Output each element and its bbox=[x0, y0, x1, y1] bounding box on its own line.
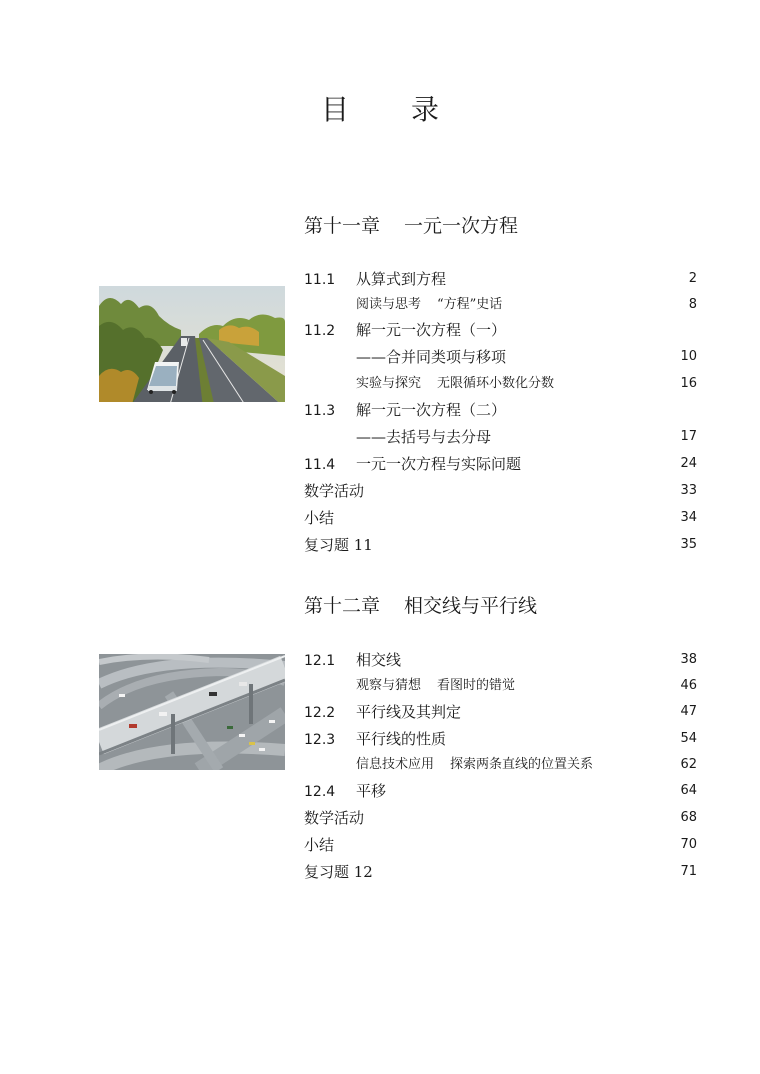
section-subtitle: ——合并同类项与移项 bbox=[356, 348, 507, 366]
page-number: 17 bbox=[680, 429, 697, 444]
page-number: 33 bbox=[680, 483, 697, 498]
sub-entry-title: 探索两条直线的位置关系 bbox=[450, 757, 594, 772]
page-title-char-1: 目 bbox=[320, 93, 349, 126]
toc-entry[interactable] bbox=[304, 400, 697, 420]
chapter-title: 相交线与平行线 bbox=[404, 595, 538, 617]
chapter-heading[interactable] bbox=[304, 591, 537, 618]
page-number: 62 bbox=[680, 757, 697, 772]
page-number: 24 bbox=[680, 456, 697, 471]
toc-entry-continuation[interactable] bbox=[304, 347, 697, 367]
page-number: 64 bbox=[680, 783, 697, 798]
section-number: 12.1 bbox=[304, 653, 336, 669]
section-title: 从算式到方程 bbox=[356, 270, 447, 288]
section-number: 12.4 bbox=[304, 784, 336, 800]
page-number: 35 bbox=[680, 537, 697, 552]
page-number: 38 bbox=[680, 652, 697, 667]
sub-entry-kind: 观察与猜想 bbox=[356, 678, 422, 693]
page-number: 70 bbox=[680, 837, 697, 852]
chapter-heading[interactable] bbox=[304, 211, 518, 238]
toc-entry-continuation[interactable] bbox=[304, 427, 697, 447]
toc-entry[interactable] bbox=[304, 702, 697, 722]
chapter-number: 第十一章 bbox=[304, 215, 381, 237]
toc-entry[interactable] bbox=[304, 808, 697, 828]
section-title: 小结 bbox=[304, 836, 335, 854]
page-number: 68 bbox=[680, 810, 697, 825]
section-title: 平行线的性质 bbox=[356, 730, 447, 748]
page-number: 34 bbox=[680, 510, 697, 525]
page-number: 54 bbox=[680, 731, 697, 746]
toc-sub-entry[interactable] bbox=[304, 374, 697, 394]
toc-entry[interactable] bbox=[304, 320, 697, 340]
toc-sub-entry[interactable] bbox=[304, 295, 697, 315]
sub-entry-kind: 实验与探究 bbox=[356, 376, 422, 391]
section-title: 复习题 11 bbox=[304, 536, 373, 554]
section-title: 平行线及其判定 bbox=[356, 703, 462, 721]
section-number: 11.1 bbox=[304, 272, 336, 288]
page-number: 46 bbox=[680, 678, 697, 693]
page-number: 10 bbox=[680, 349, 697, 364]
toc-entry[interactable] bbox=[304, 481, 697, 501]
sub-entry-title: 无限循环小数化分数 bbox=[437, 376, 555, 391]
page-number: 71 bbox=[680, 864, 697, 879]
section-title: 小结 bbox=[304, 509, 335, 527]
section-number: 12.3 bbox=[304, 732, 336, 748]
section-number: 11.2 bbox=[304, 323, 336, 339]
section-title: 相交线 bbox=[356, 651, 402, 669]
section-number: 12.2 bbox=[304, 705, 336, 721]
sub-entry-kind: 信息技术应用 bbox=[356, 757, 435, 772]
toc-entry[interactable] bbox=[304, 269, 697, 289]
page-title bbox=[0, 88, 760, 128]
section-number: 11.4 bbox=[304, 457, 336, 473]
toc-entry[interactable] bbox=[304, 729, 697, 749]
interchange-photo bbox=[99, 654, 285, 770]
section-title: 解一元一次方程（二） bbox=[356, 401, 507, 419]
toc-sub-entry[interactable] bbox=[304, 755, 697, 775]
page-number: 8 bbox=[688, 297, 697, 312]
highway-photo bbox=[99, 286, 285, 402]
chapter-title: 一元一次方程 bbox=[404, 215, 519, 237]
toc-entry[interactable] bbox=[304, 454, 697, 474]
section-title: 平移 bbox=[356, 782, 387, 800]
section-number: 11.3 bbox=[304, 403, 336, 419]
page-title-char-2: 录 bbox=[411, 93, 440, 126]
section-title: 解一元一次方程（一） bbox=[356, 321, 507, 339]
section-title: 一元一次方程与实际问题 bbox=[356, 455, 522, 473]
page-number: 16 bbox=[680, 376, 697, 391]
sub-entry-kind: 阅读与思考 bbox=[356, 297, 422, 312]
toc-entry[interactable] bbox=[304, 650, 697, 670]
page-number: 2 bbox=[688, 271, 697, 286]
chapter-number: 第十二章 bbox=[304, 595, 381, 617]
page-number: 47 bbox=[680, 704, 697, 719]
toc-entry[interactable] bbox=[304, 835, 697, 855]
toc-entry[interactable] bbox=[304, 781, 697, 801]
toc-sub-entry[interactable] bbox=[304, 676, 697, 696]
section-subtitle: ——去括号与去分母 bbox=[356, 428, 492, 446]
section-title: 数学活动 bbox=[304, 482, 365, 500]
toc-entry[interactable] bbox=[304, 508, 697, 528]
sub-entry-title: “方程”史话 bbox=[437, 297, 503, 312]
section-title: 复习题 12 bbox=[304, 863, 373, 881]
toc-entry[interactable] bbox=[304, 862, 697, 882]
section-title: 数学活动 bbox=[304, 809, 365, 827]
sub-entry-title: 看图时的错觉 bbox=[437, 678, 516, 693]
toc-entry[interactable] bbox=[304, 535, 697, 555]
